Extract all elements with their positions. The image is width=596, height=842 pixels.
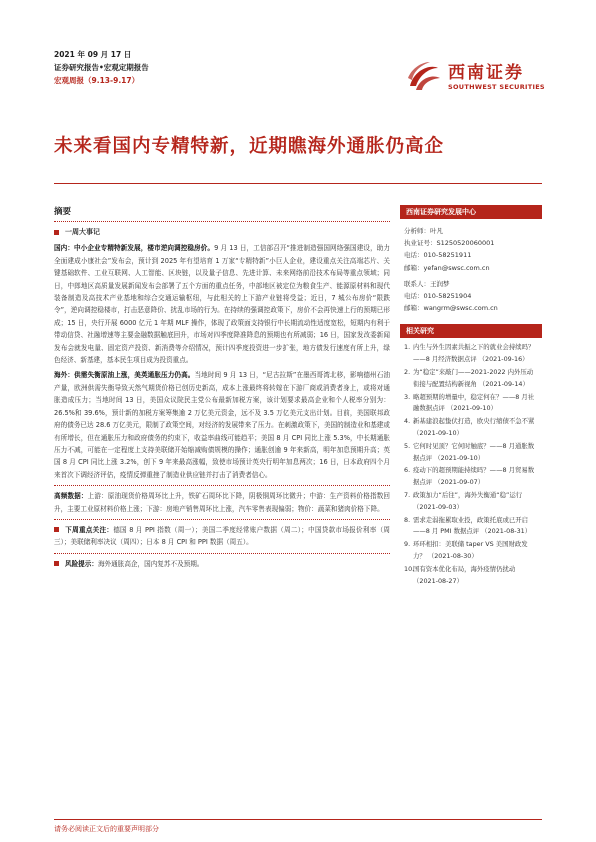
report-title: 未来看国内专精特新，近期瞧海外通胀仍高企 (54, 136, 445, 157)
logo-name-cn: 西南证券 (448, 63, 524, 83)
dotted-divider (54, 553, 390, 554)
next-week-label: 下周重点关注： (65, 525, 114, 534)
high-freq-paragraph (54, 490, 390, 515)
square-bullet-icon (54, 527, 59, 532)
overseas-text: 当地时间 9 月 13 日，“尼古拉斯”在墨西哥湾北移，影响德州石油产量，欧洲供需失衡导致天然气期货价格已创历史新高，成本上涨最终将转嫁在下游厂商或消费者身上，或将对通胀造成压力；当地时间 13 日，美国众议院民主党公布最新加税方案，该计划要求最高企业和个人税率分别为：26.5%和 39.6%，预计新的加税方案筹集逾 2 万亿美元资金，远不及 3.5 万亿美元支出计划。目前，美国联邦政府的债务已达 28.6 万亿美元，限制了政策空间，对经济的发展带来了压力。在刺激政策下，美国的制造业和基建或有所增长，但在通胀压力和政府债务的约束下，收益率曲线可能趋平；美国 8 月 CPI 同比上涨 5.3%，中长期通胀压力不减，可能在一定程度上支持美联储开始缩减购债规模的操作；通胀创逾 9 年来新高，明年加息预期升高；英国 8 月 CPI 同比上涨 3.2%，创下 9 年来最高涨幅，致使市场预计英央行明年加息两次；16 日，日本政府四个月来首次下调经济评估，疫情反弹重挫了制造业供应链并打击了消费者信心。 (54, 371, 390, 479)
risk-paragraph (54, 558, 390, 570)
related-item[interactable]: 6. 疫动下的超预期能持续吗？——8 月贸易数据点评 （2021-09-07） (404, 466, 535, 487)
domestic-paragraph (54, 242, 390, 366)
overseas-label: 海外：供需失衡原油上涨，美英通胀压力仍高。 (54, 371, 195, 380)
risk-label: 风险提示： (65, 559, 98, 568)
domestic-text: 9 月 13 日，工信部召开“推进制造强国网络强国建设，助力全面建成小康社会”发布会，预计到 2025 年有望培育 1 万家“专精特新”小巨人企业，建设重点关注高端芯片、关键基础软件、工业互联网、人工智能、区块链，以及量子信息、先进计算、未来网络前沿技术布局等重点领域；同日，中郎地区高质量发展新闻发布会部署了五个方面的重点任务，中部地区被定位为粮食生产、能源原材料和现代装备制造及高技术产业基地和综合交通运输枢纽，与此相关的上下游产业链将受益；近日，7 城公布房价“限跌令”，逆向调控稳楼市，打击恶意降价、扰乱市场的行为。在持续的强调控政策下，房价不会再快速上行的预期已形成；15 日，央行开展 6000 亿元 1 年期 MLF 操作，体现了政策面支持银行中长期流动性适度宽松，短期内有利于带动信贷、社融增速等主要金融数据触底回升，市场对四季度降准降息的预期也有所减弱；16 日，国家发改委新闻发布会就发电量、固定资产投资、新消费等介绍情况，预计四季度投资进一步扩张，地方债发行速度有所上升，绿色经济、新基建，基本民生项目成为投资重点。 (54, 244, 390, 365)
related-item[interactable]: 5. 它何时见顶？它何时触底？——8 月通胀数据点评 （2021-09-10） (404, 441, 535, 462)
square-bullet-icon (54, 230, 59, 235)
related-item[interactable]: 3. 略超预期的增量中，稳定何在？——8 月社融数据点评 （2021-09-10） (404, 392, 535, 413)
analyst-row: 邮箱： wangrm@swsc.com.cn (404, 304, 498, 313)
weekly-events-heading: 一周大事记 (54, 226, 390, 238)
related-item[interactable]: 9. 环环相扣：美联储 taper VS 美国财政发力？ （2021-08-30） (404, 540, 528, 560)
sidebar (400, 205, 542, 592)
related-list (400, 338, 542, 592)
next-week-paragraph (54, 524, 390, 549)
related-item[interactable]: 2. 为“稳定”来敲门——2021-2022 内外压动衔接与配置结构新视角 （2021-09-14） (404, 368, 534, 388)
analyst-row: 联系人： 王润梦 (404, 279, 450, 288)
report-type: 证券研究报告•宏观定期报告 (54, 63, 149, 72)
footer-divider (54, 819, 542, 820)
risk-text: 海外通胀高企，国内复苏不及预期。 (97, 559, 204, 568)
related-item[interactable]: 1. 内生与外生因素共振之下的就业会持续吗？——8 月经济数据点评 （2021-09-16） (404, 343, 535, 364)
abstract-body (54, 221, 390, 573)
next-week-text: 德国 8 月 PPI 指数（周一）；美国二季度经常账户数据（周二）；中国贷款市场报价利率（周三）；美联储利率决议（周四）；日本 8 月 CPI 和 PPI 数据（周五）。 (54, 525, 391, 547)
analyst-row: 邮箱： yefan@swsc.com.cn (404, 263, 490, 272)
related-item[interactable]: 10. 国有资本优化布局，海外疫情仍扰动 （2021-08-27） (404, 564, 516, 585)
square-bullet-icon (54, 561, 59, 566)
domestic-label: 国内：中小企业专精特新发展，楼市逆向调控稳房价。 (54, 244, 215, 253)
high-freq-label: 高频数据： (54, 492, 88, 501)
logo-mark-icon (406, 60, 442, 94)
analyst-row: 电话： 010-58251904 (404, 292, 472, 301)
overseas-paragraph (54, 369, 390, 481)
report-header (54, 48, 149, 87)
related-heading: 相关研究 (400, 324, 542, 338)
dotted-divider (54, 485, 390, 486)
analyst-row: 执业证号： S1250520060001 (404, 239, 495, 248)
report-name: 宏观周报（9.13-9.17） (54, 76, 140, 85)
related-item[interactable]: 7. 政策加力“后往”，海外失衡通“稳”运行 （2021-09-03） (404, 490, 523, 511)
related-item[interactable]: 8. 需求走弱拖累取业投，政策托底或已开启——8 月 PMI 数据点评 （2021-08-31） (404, 515, 532, 536)
analyst-row: 分析师： 叶凡 (404, 227, 443, 235)
dotted-divider (54, 221, 390, 222)
high-freq-text: 上游：原油现货价格周环比上升，铁矿石周环比下降，阴极铜周环比微升；中游：生产资料价格指数回升，主要工业原材料价格上涨；下游：房地产销售周环比上涨，汽车零售表现偏弱；物价：蔬菜和猪肉价格下降。 (54, 492, 391, 513)
related-item[interactable]: 4. 新基建浪起蛰伏打造，欧央行缩债不急不紧 （2021-09-10） (404, 417, 535, 437)
analyst-row: 电话： 010-58251911 (404, 251, 472, 260)
company-logo (406, 58, 556, 100)
title-divider (54, 183, 542, 184)
abstract-label: 摘要 (54, 207, 72, 217)
dotted-divider (54, 519, 390, 520)
analyst-info (400, 219, 542, 314)
footer-disclaimer: 请务必阅读正文后的重要声明部分 (54, 825, 159, 833)
team-heading: 西南证券研究发展中心 (400, 205, 542, 219)
logo-name-en: SOUTHWEST SECURITIES (448, 83, 545, 91)
report-date: 2021 年 09 月 17 日 (54, 50, 132, 59)
